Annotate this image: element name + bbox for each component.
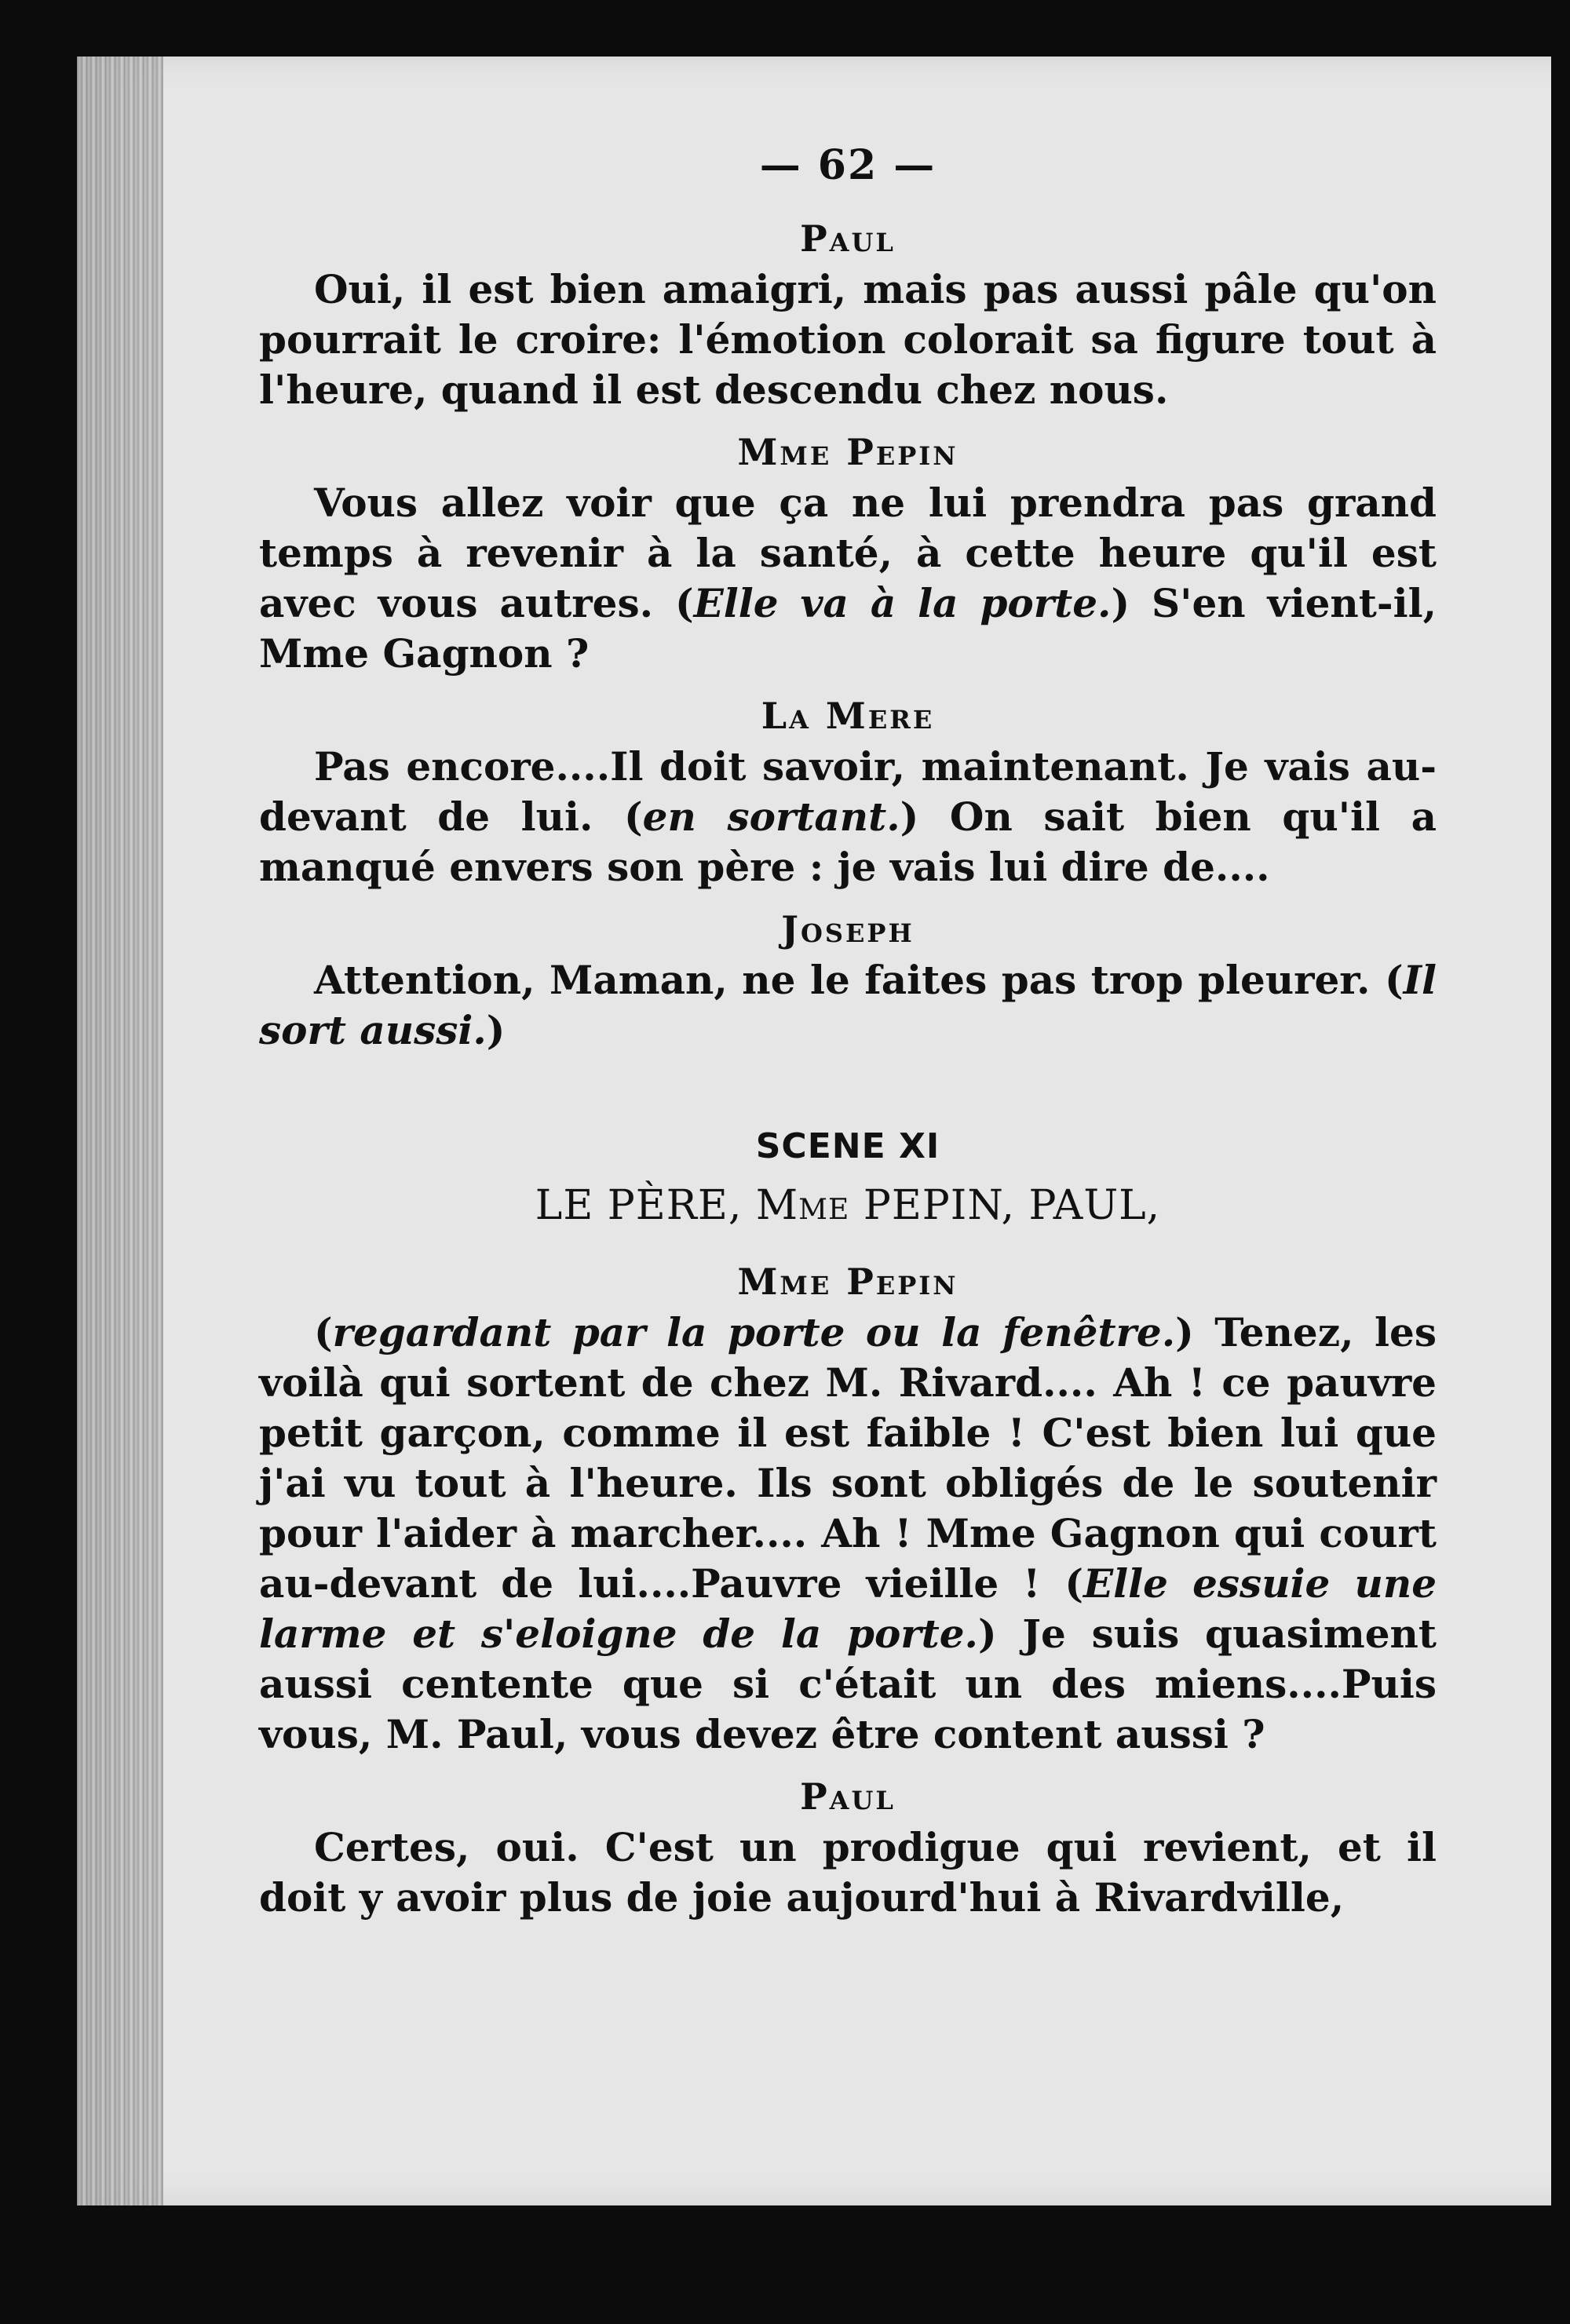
page-text bbox=[259, 141, 1437, 1939]
stage-direction: Il sort aussi. bbox=[259, 957, 1437, 1053]
speech: Oui, il est bien amaigri, mais pas aussi pâle qu'on pourrait le croire: l'émotion colorait sa figure tout à l'heure, quand il est descendu chez nous. bbox=[259, 266, 1437, 413]
stage-direction: Elle va à la porte. bbox=[693, 580, 1112, 626]
stage-direction: Elle essuie une larme et s'eloigne de la porte. bbox=[259, 1560, 1437, 1657]
speech: (regardant par la porte ou la fenêtre.) Tenez, les voilà qui sortent de chez M. Rivard.... Ah ! ce pauvre petit garçon, comme il est faible ! C'est bien lui que j'ai vu tout à l'heure. Ils sont obligés de le soutenir pour l'aider à marcher.... Ah ! Mme Gagnon qui court au-devant de lui....Pauvre vieille ! (Elle essuie une larme et s'eloigne de la porte.) Je suis quasiment aussi centente que si c'était un des miens....Puis vous, M. Paul, vous devez être content aussi ? bbox=[259, 1309, 1437, 1757]
speaker-name: Joseph bbox=[781, 908, 915, 950]
speaker-name: Paul bbox=[800, 217, 896, 260]
speaker-name: Mme Pepin bbox=[737, 1261, 958, 1303]
stage-direction: en sortant. bbox=[642, 794, 900, 840]
speech: Vous allez voir que ça ne lui prendra pas grand temps à revenir à la santé, à cette heure qu'il est avec vous autres. (Elle va à la porte.) S'en vient-il, Mme Gagnon ? bbox=[259, 480, 1437, 677]
speaker-name: Paul bbox=[800, 1775, 896, 1818]
page-number: — 62 — bbox=[759, 141, 937, 189]
speaker-name: Mme Pepin bbox=[737, 431, 958, 473]
speech: Certes, oui. C'est un prodigue qui revient, et il doit y avoir plus de joie aujourd'hui à Rivardville, bbox=[259, 1824, 1437, 1921]
scene-title: SCENE XI bbox=[755, 1126, 940, 1166]
scene-cast: LE PÈRE, Mme PEPIN, PAUL, bbox=[535, 1182, 1161, 1229]
speech: Pas encore....Il doit savoir, maintenant. Je vais au-devant de lui. (en sortant.) On sait bien qu'il a manqué envers son père : je vais lui dire de.... bbox=[259, 743, 1437, 890]
speaker-name: La Mere bbox=[761, 695, 935, 737]
speech: Attention, Maman, ne le faites pas trop pleurer. (Il sort aussi.) bbox=[259, 957, 1437, 1053]
page-binding-edge bbox=[77, 57, 163, 2205]
stage-direction: regardant par la porte ou la fenêtre. bbox=[332, 1309, 1176, 1355]
